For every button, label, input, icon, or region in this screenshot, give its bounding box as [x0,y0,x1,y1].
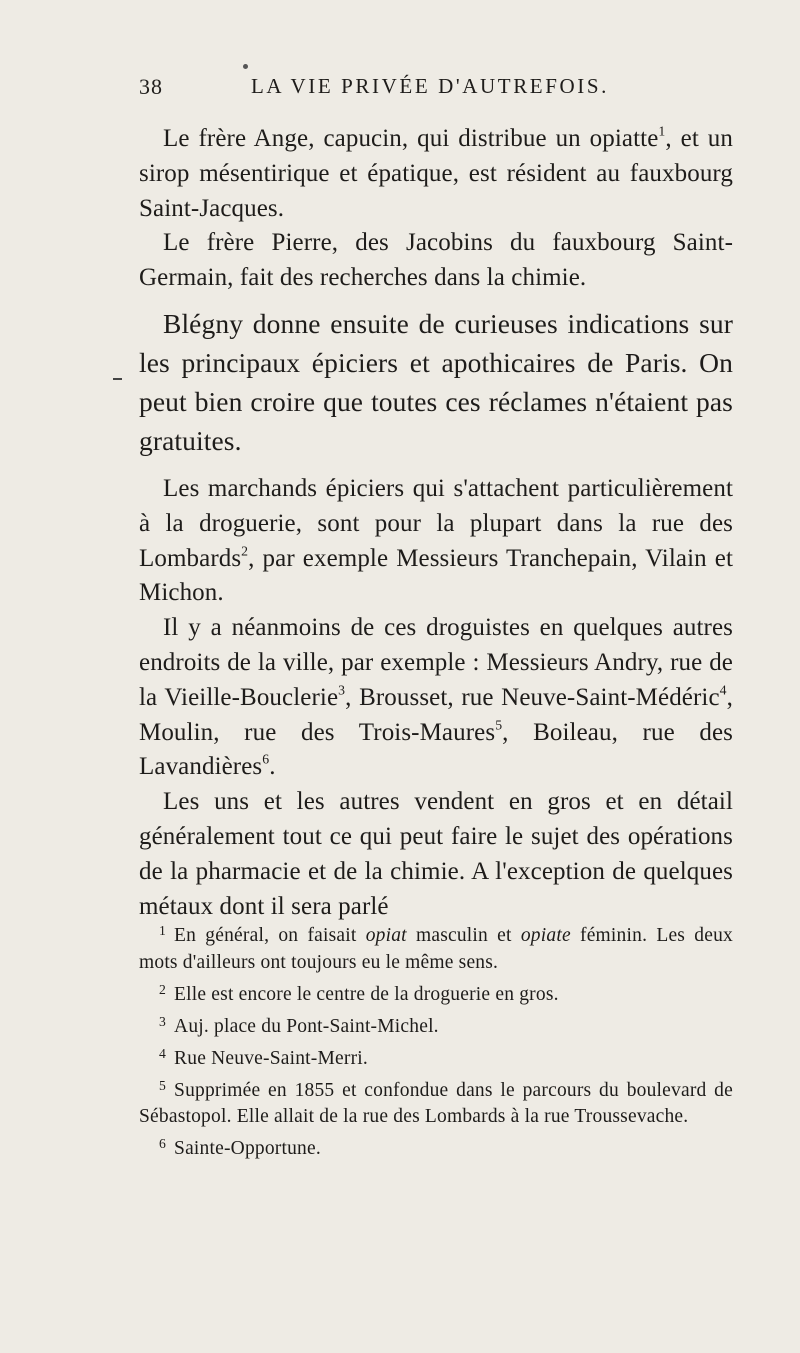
body-paragraph [139,472,733,611]
text-run: féminin. Les deux mots d'ailleurs ont toujours eu le même sens. [139,925,733,973]
text-run: Supprimée en 1855 et confondue dans le parcours du boulevard de Sébastopol. Elle allait de la rue des Lombards à la rue Troussevache. [139,1079,733,1128]
footnote-ref: 5 [495,717,503,733]
footnote-number: 2 [159,981,167,997]
body-paragraph [139,785,733,924]
ink-dot [243,64,248,69]
footnote [139,1041,733,1073]
text-run: Les uns et les autres vendent en gros et en détail généralement tout ce qui peut faire le sujet des opérations de la pharmacie et de la chimie. A l'exception de quelques métaux dont il sera parlé [139,788,733,920]
text-run: . [269,753,276,781]
running-title: LA VIE PRIVÉE D'AUTREFOIS. [251,74,610,98]
body-paragraph [139,304,733,460]
footnotes [139,918,733,1163]
text-run: Elle est encore le centre de la droguerie en gros. [174,983,559,1005]
body-paragraph [139,226,733,296]
body-paragraph [139,122,733,226]
footnote-number: 5 [159,1077,167,1093]
footnote [139,1009,733,1041]
text-run: , et un sirop mésentirique et épatique, est résident au fauxbourg Saint-Jacques. [139,125,733,222]
page-header [139,74,739,108]
text-run: , Boileau, rue des Lavandières [139,718,733,781]
footnote-ref: 1 [658,123,666,139]
text-run: , par exemple Messieurs Tranchepain, Vilain et Michon. [139,544,733,607]
footnote [139,918,733,977]
text-run: Rue Neuve-Saint-Merri. [174,1047,368,1069]
footnote [139,1073,733,1132]
text-run: , Brousset, rue Neuve-Saint-Médéric [345,683,720,711]
footnote [139,977,733,1009]
footnote-ref: 2 [241,543,249,559]
body-paragraph [139,611,733,785]
footnote-ref: 3 [338,682,346,698]
text-run: En général, on faisait [174,925,366,947]
text-run: Blégny donne ensuite de curieuses indications sur les principaux épiciers et apothicaires de Paris. On peut bien croire que toutes ces réclames n'étaient pas gratuites. [139,307,733,456]
text-run: Il y a néanmoins de ces droguistes en quelques autres endroits de la ville, par exemple : Messieurs Andry, rue de la Vieille-Bouclerie [139,614,733,711]
text-run: , Moulin, rue des Trois-Maures [139,683,734,746]
text-run: masculin et [406,925,521,947]
text-run: Le frère Ange, capucin, qui distribue un opiatte [163,125,659,152]
text-run: Auj. place du Pont-Saint-Michel. [174,1015,439,1037]
footnote-ref: 4 [719,682,727,698]
footnote-number: 3 [159,1013,167,1029]
footnote-number: 4 [159,1045,167,1061]
body-text [139,122,733,924]
italic-term: opiate [520,925,571,947]
footnote-number: 6 [159,1136,167,1152]
text-run: Le frère Pierre, des Jacobins du fauxbourg Saint-Germain, fait des recherches dans la chimie. [139,229,733,292]
text-run: Les marchands épiciers qui s'attachent particulièrement à la droguerie, sont pour la plupart dans la rue des Lombards [139,474,733,572]
footnote-ref: 6 [262,752,270,768]
footnote-number: 1 [159,923,167,938]
margin-mark [113,378,122,380]
page-number: 38 [139,74,163,99]
text-run: Sainte-Opportune. [174,1138,321,1160]
italic-term: opiat [365,925,407,947]
footnote [139,1131,733,1163]
